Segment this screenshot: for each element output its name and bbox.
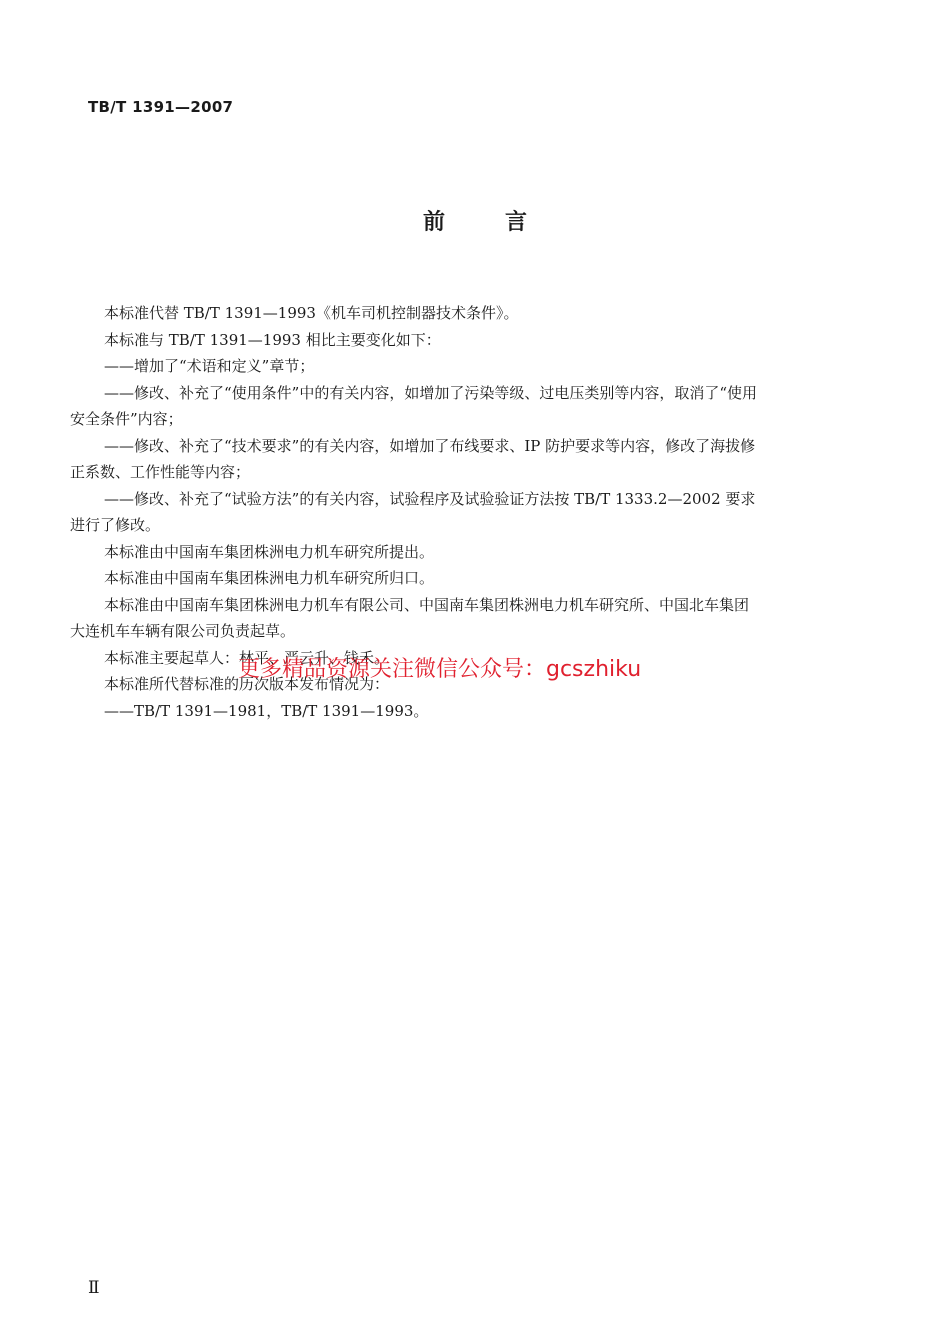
list-item-continuation: 进行了修改。 <box>70 516 161 534</box>
list-item-continuation: 安全条件”内容； <box>70 410 183 428</box>
list-item: ——修改、补充了“技术要求”的有关内容，如增加了布线要求、IP 防护要求等内容，修改了海拔修 <box>104 436 756 455</box>
paragraph-proposed-by: 本标准由中国南车集团株洲电力机车研究所提出。 <box>104 542 435 561</box>
list-item: ——修改、补充了“试验方法”的有关内容，试验程序及试验验证方法按 TB/T 1333.2—2002 要求 <box>104 489 756 508</box>
list-item: ——TB/T 1391—1981，TB/T 1391—1993。 <box>104 701 429 720</box>
page-title: 前言 <box>422 210 587 235</box>
paragraph-history-intro: 本标准所代替标准的历次版本发布情况为： <box>104 675 390 693</box>
list-item: ——修改、补充了“使用条件”中的有关内容，如增加了污染等级、过电压类别等内容，取消了“使用 <box>104 383 758 402</box>
paragraph-drafted-by: 本标准由中国南车集团株洲电力机车有限公司、中国南车集团株洲电力机车研究所、中国北车集团 <box>104 595 750 614</box>
paragraph-main-drafters: 本标准主要起草人：林平、严云升、钱禾。 <box>104 648 390 667</box>
paragraph-drafted-by-continuation: 大连机车车辆有限公司负责起草。 <box>70 622 296 640</box>
watermark-text: 更多精品资源关注微信公众号：gcszhiku <box>238 657 642 682</box>
page-number: Ⅱ <box>88 1278 100 1298</box>
list-item: ——增加了“术语和定义”章节； <box>104 357 315 375</box>
paragraph-changes-intro: 本标准与 TB/T 1391—1993 相比主要变化如下： <box>104 330 441 349</box>
paragraph-centralized-by: 本标准由中国南车集团株洲电力机车研究所归口。 <box>104 569 435 587</box>
standard-code: TB/T 1391—2007 <box>88 98 234 116</box>
paragraph-replaces: 本标准代替 TB/T 1391—1993《机车司机控制器技术条件》。 <box>104 304 519 322</box>
list-item-continuation: 正系数、工作性能等内容； <box>70 463 251 481</box>
